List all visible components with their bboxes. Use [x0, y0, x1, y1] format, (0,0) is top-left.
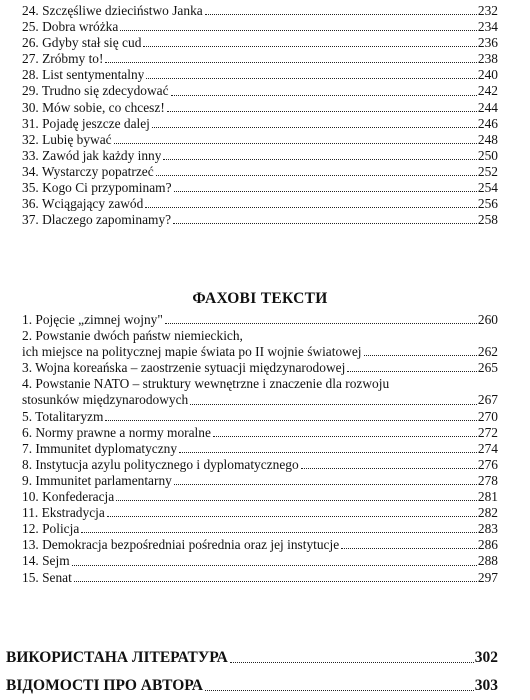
entry-page: 278	[477, 472, 498, 488]
entry-title: 32. Lubię bywać	[22, 131, 112, 147]
toc-entry-author-info	[6, 676, 498, 696]
entry-page: 260	[477, 312, 498, 327]
entry-title: 3. Wojna koreańska – zaostrzenie sytuacji międzynarodowej	[22, 360, 346, 376]
entry-page: 281	[477, 489, 498, 505]
entry-title: 8. Instytucja azylu politycznego i dyplomatycznego	[22, 456, 299, 472]
dot-leader	[167, 111, 477, 112]
dot-leader	[179, 452, 477, 453]
dot-leader	[174, 191, 477, 192]
dot-leader	[230, 662, 474, 663]
toc-entry	[22, 312, 498, 328]
toc-entry	[22, 67, 498, 83]
toc-entry	[22, 441, 498, 457]
entry-title-line1: 4. Powstanie NATO – struktury wewnętrzne i znaczenie dla rozwoju	[22, 376, 390, 392]
toc-entry	[22, 537, 498, 553]
entry-page: 265	[477, 360, 498, 376]
entry-page: 286	[477, 537, 498, 553]
dot-leader	[146, 78, 477, 79]
dot-leader	[105, 62, 476, 63]
entry-title: 7. Immunitet dyplomatyczny	[22, 440, 178, 456]
entry-page: 303	[474, 677, 498, 694]
entry-page: 254	[477, 180, 498, 196]
toc-entry	[22, 409, 498, 425]
entry-title: 1. Pojęcie „zimnej wojny"	[22, 312, 163, 327]
dot-leader	[190, 404, 477, 405]
dot-leader	[145, 207, 477, 208]
toc-entry	[22, 473, 498, 489]
entry-title: 13. Demokracja bezpośredniai pośrednia oraz jej instytucje	[22, 537, 340, 553]
entry-page: 288	[477, 553, 498, 569]
entry-page: 276	[477, 456, 498, 472]
entry-page: 282	[477, 505, 498, 521]
toc-entry	[22, 116, 498, 132]
entry-title: 5. Totalitaryzm	[22, 408, 104, 424]
dot-leader	[105, 420, 477, 421]
dot-leader	[205, 690, 474, 691]
entry-title-line1: 2. Powstanie dwóch państw niemieckich,	[22, 328, 243, 344]
toc-entry	[22, 570, 498, 586]
entry-title: 36. Wciągający zawód	[22, 196, 144, 212]
entry-page: 248	[477, 131, 498, 147]
toc-entry-bibliography	[6, 648, 498, 668]
toc-entry	[22, 35, 498, 51]
entry-page: 234	[477, 19, 498, 35]
entry-title: ВИКОРИСТАНА ЛІТЕРАТУРА	[6, 649, 228, 666]
entry-title: 34. Wystarczy popatrzeć	[22, 163, 154, 179]
entry-title: 6. Normy prawne a normy moralne	[22, 424, 211, 440]
entry-page: 297	[477, 569, 498, 585]
entry-page: 236	[477, 35, 498, 51]
dot-leader	[173, 223, 477, 224]
toc-entry	[22, 196, 498, 212]
entry-page: 262	[477, 344, 498, 360]
dot-leader	[205, 14, 477, 15]
toc-back-matter	[6, 648, 498, 696]
toc-entry-multiline	[22, 328, 498, 360]
dot-leader	[72, 565, 477, 566]
entry-title: 27. Zróbmy to!	[22, 51, 104, 67]
dot-leader	[116, 500, 477, 501]
dot-leader	[364, 355, 477, 356]
entry-title: 37. Dlaczego zapominamy?	[22, 212, 172, 228]
entry-title: 31. Pojadę jeszcze dalej	[22, 115, 150, 131]
entry-title: 26. Gdyby stał się cud	[22, 35, 142, 51]
entry-title: 29. Trudno się zdecydować	[22, 83, 169, 99]
entry-title: ich miejsce na politycznej mapie świata po II wojnie światowej	[22, 344, 362, 360]
dot-leader	[156, 175, 477, 176]
entry-line	[22, 328, 498, 344]
toc-entry	[22, 100, 498, 116]
entry-page: 272	[477, 424, 498, 440]
dot-leader	[114, 143, 477, 144]
entry-page: 270	[477, 408, 498, 424]
dot-leader	[163, 159, 476, 160]
entry-title: 14. Sejm	[22, 553, 70, 569]
dot-leader	[143, 46, 477, 47]
entry-page: 250	[477, 147, 498, 163]
entry-page: 258	[477, 212, 498, 228]
entry-page: 238	[477, 51, 498, 67]
dot-leader	[152, 127, 477, 128]
dot-leader	[171, 95, 477, 96]
entry-page: 246	[477, 115, 498, 131]
entry-page: 283	[477, 521, 498, 537]
dot-leader	[213, 436, 477, 437]
toc-entry	[22, 521, 498, 537]
dot-leader	[341, 548, 477, 549]
entry-page: 252	[477, 163, 498, 179]
entry-page: 240	[477, 67, 498, 83]
toc-entry	[22, 425, 498, 441]
entry-title: 30. Mów sobie, co chcesz!	[22, 99, 165, 115]
entry-page: 244	[477, 99, 498, 115]
dot-leader	[81, 532, 477, 533]
entry-title: 25. Dobra wróżka	[22, 19, 119, 35]
toc-entry-multiline	[22, 376, 498, 408]
entry-page: 267	[477, 392, 498, 408]
toc-entry	[22, 164, 498, 180]
entry-page: 242	[477, 83, 498, 99]
toc-entry	[22, 148, 498, 164]
dot-leader	[347, 371, 477, 372]
entry-title: 9. Immunitet parlamentarny	[22, 472, 172, 488]
dot-leader	[120, 30, 477, 31]
entry-title: 15. Senat	[22, 569, 72, 585]
dot-leader	[301, 468, 477, 469]
entry-page: 274	[477, 440, 498, 456]
entry-title: 35. Kogo Ci przypominam?	[22, 180, 172, 196]
toc-entry	[22, 212, 498, 228]
entry-title: 10. Konfederacja	[22, 489, 115, 505]
toc-entry	[22, 553, 498, 569]
entry-title: 24. Szczęśliwe dzieciństwo Janka	[22, 3, 203, 18]
entry-line	[22, 344, 498, 360]
entry-title: 11. Ekstradycja	[22, 505, 105, 521]
entry-title: 28. List sentymentalny	[22, 67, 145, 83]
toc-part1	[22, 3, 498, 228]
entry-page: 256	[477, 196, 498, 212]
toc-part2	[22, 312, 498, 586]
toc-entry	[22, 51, 498, 67]
toc-entry	[22, 19, 498, 35]
toc-entry	[22, 132, 498, 148]
toc-entry	[22, 83, 498, 99]
entry-page: 232	[477, 3, 498, 18]
entry-page: 302	[474, 649, 498, 666]
entry-title: stosunków międzynarodowych	[22, 392, 189, 408]
toc-entry	[22, 489, 498, 505]
dot-leader	[74, 581, 477, 582]
entry-title: 12. Policja	[22, 521, 80, 537]
toc-entry	[22, 505, 498, 521]
dot-leader	[107, 516, 477, 517]
entry-title: 33. Zawód jak każdy inny	[22, 147, 162, 163]
dot-leader	[174, 484, 477, 485]
entry-line	[22, 392, 498, 408]
section-heading: ФАХОВІ ТЕКСТИ	[192, 290, 328, 307]
toc-entry	[22, 3, 498, 19]
entry-line	[22, 376, 498, 392]
dot-leader	[165, 323, 477, 324]
toc-entry	[22, 360, 498, 376]
entry-title: ВІДОМОСТІ ПРО АВТОРА	[6, 677, 203, 694]
toc-entry	[22, 180, 498, 196]
toc-entry	[22, 457, 498, 473]
